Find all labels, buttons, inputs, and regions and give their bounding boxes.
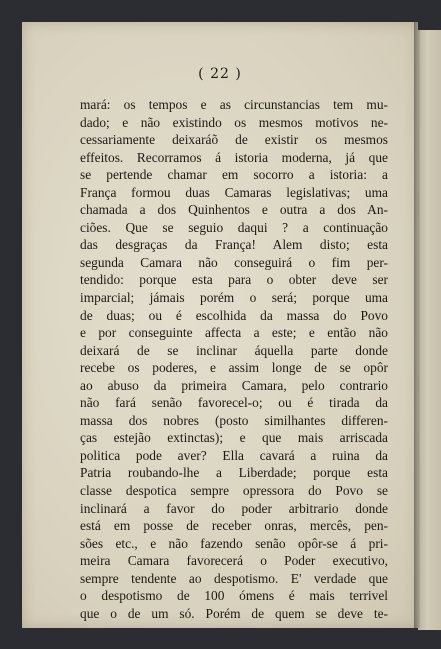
text-line: se pertende chamar em socorro a istoria: a <box>80 167 388 183</box>
text-line: e por conseguinte affecta a este; e então não <box>80 325 388 341</box>
text-line: ciões. Que se seguio daqui ? a continuação <box>80 219 388 235</box>
text-line: segunda Camara não conseguirá o fim per- <box>80 254 388 270</box>
text-line: sões etc., e não fazendo senão opôr-se á pri- <box>80 535 388 551</box>
text-line: de duas; ou é escolhida da massa do Povo <box>80 307 388 323</box>
text-line: tendido: porque esta para o obter deve ser <box>80 272 388 288</box>
text-line: recebe os poderes, e assim longe de se opôr <box>80 360 388 376</box>
page-gutter <box>414 22 420 628</box>
text-line: França formou duas Camaras legislativas; uma <box>80 184 388 200</box>
text-line: está em posse de receber onras, mercês, pen- <box>80 518 388 534</box>
text-line: dado; e não existindo os mesmos motivos ne- <box>80 114 388 130</box>
text-line: imparcial; jámais porém o será; porque uma <box>80 290 388 306</box>
text-line: meira Camara favorecerá o Poder executivo, <box>80 553 388 569</box>
text-line: não fará senão favorecel-o; ou é tirada da <box>80 395 388 411</box>
page-number: ( 22 ) <box>198 66 242 82</box>
next-page-edge <box>418 30 441 630</box>
text-line: politica pode aver? Ella cavará a ruina da <box>80 447 388 463</box>
text-line: classe despotica sempre opressora do Povo se <box>80 483 388 499</box>
text-line: inclinará a favor do poder arbitrario donde <box>80 500 388 516</box>
text-line: o despotismo de 100 ómens é mais terrivel <box>80 588 388 604</box>
book-page <box>22 22 418 628</box>
text-line: deixará de se inclinar áquella parte donde <box>80 342 388 358</box>
text-line: sempre tendente ao despotismo. E' verdade que <box>80 570 388 586</box>
text-line: mará: os tempos e as circunstancias tem mu- <box>80 97 388 112</box>
text-line: das desgraças da França! Alem disto; esta <box>80 237 388 253</box>
text-line: ças estejão extinctas); e que mais arriscada <box>80 430 388 446</box>
text-line: chamada a dos Quinhentos e outra a dos An- <box>80 202 388 218</box>
text-line: cessariamente deixaráõ de existir os mesmos <box>80 132 388 148</box>
text-line: effeitos. Recorramos á istoria moderna, já que <box>80 149 388 165</box>
body-text <box>80 96 388 622</box>
text-line: massa dos nobres (posto similhantes differen- <box>80 412 388 428</box>
text-line: ao abuso da primeira Camara, pelo contrario <box>80 377 388 393</box>
text-line: Patria roubando-lhe a Liberdade; porque esta <box>80 465 388 481</box>
text-line: que o de um só. Porém de quem se deve te- <box>80 605 388 621</box>
